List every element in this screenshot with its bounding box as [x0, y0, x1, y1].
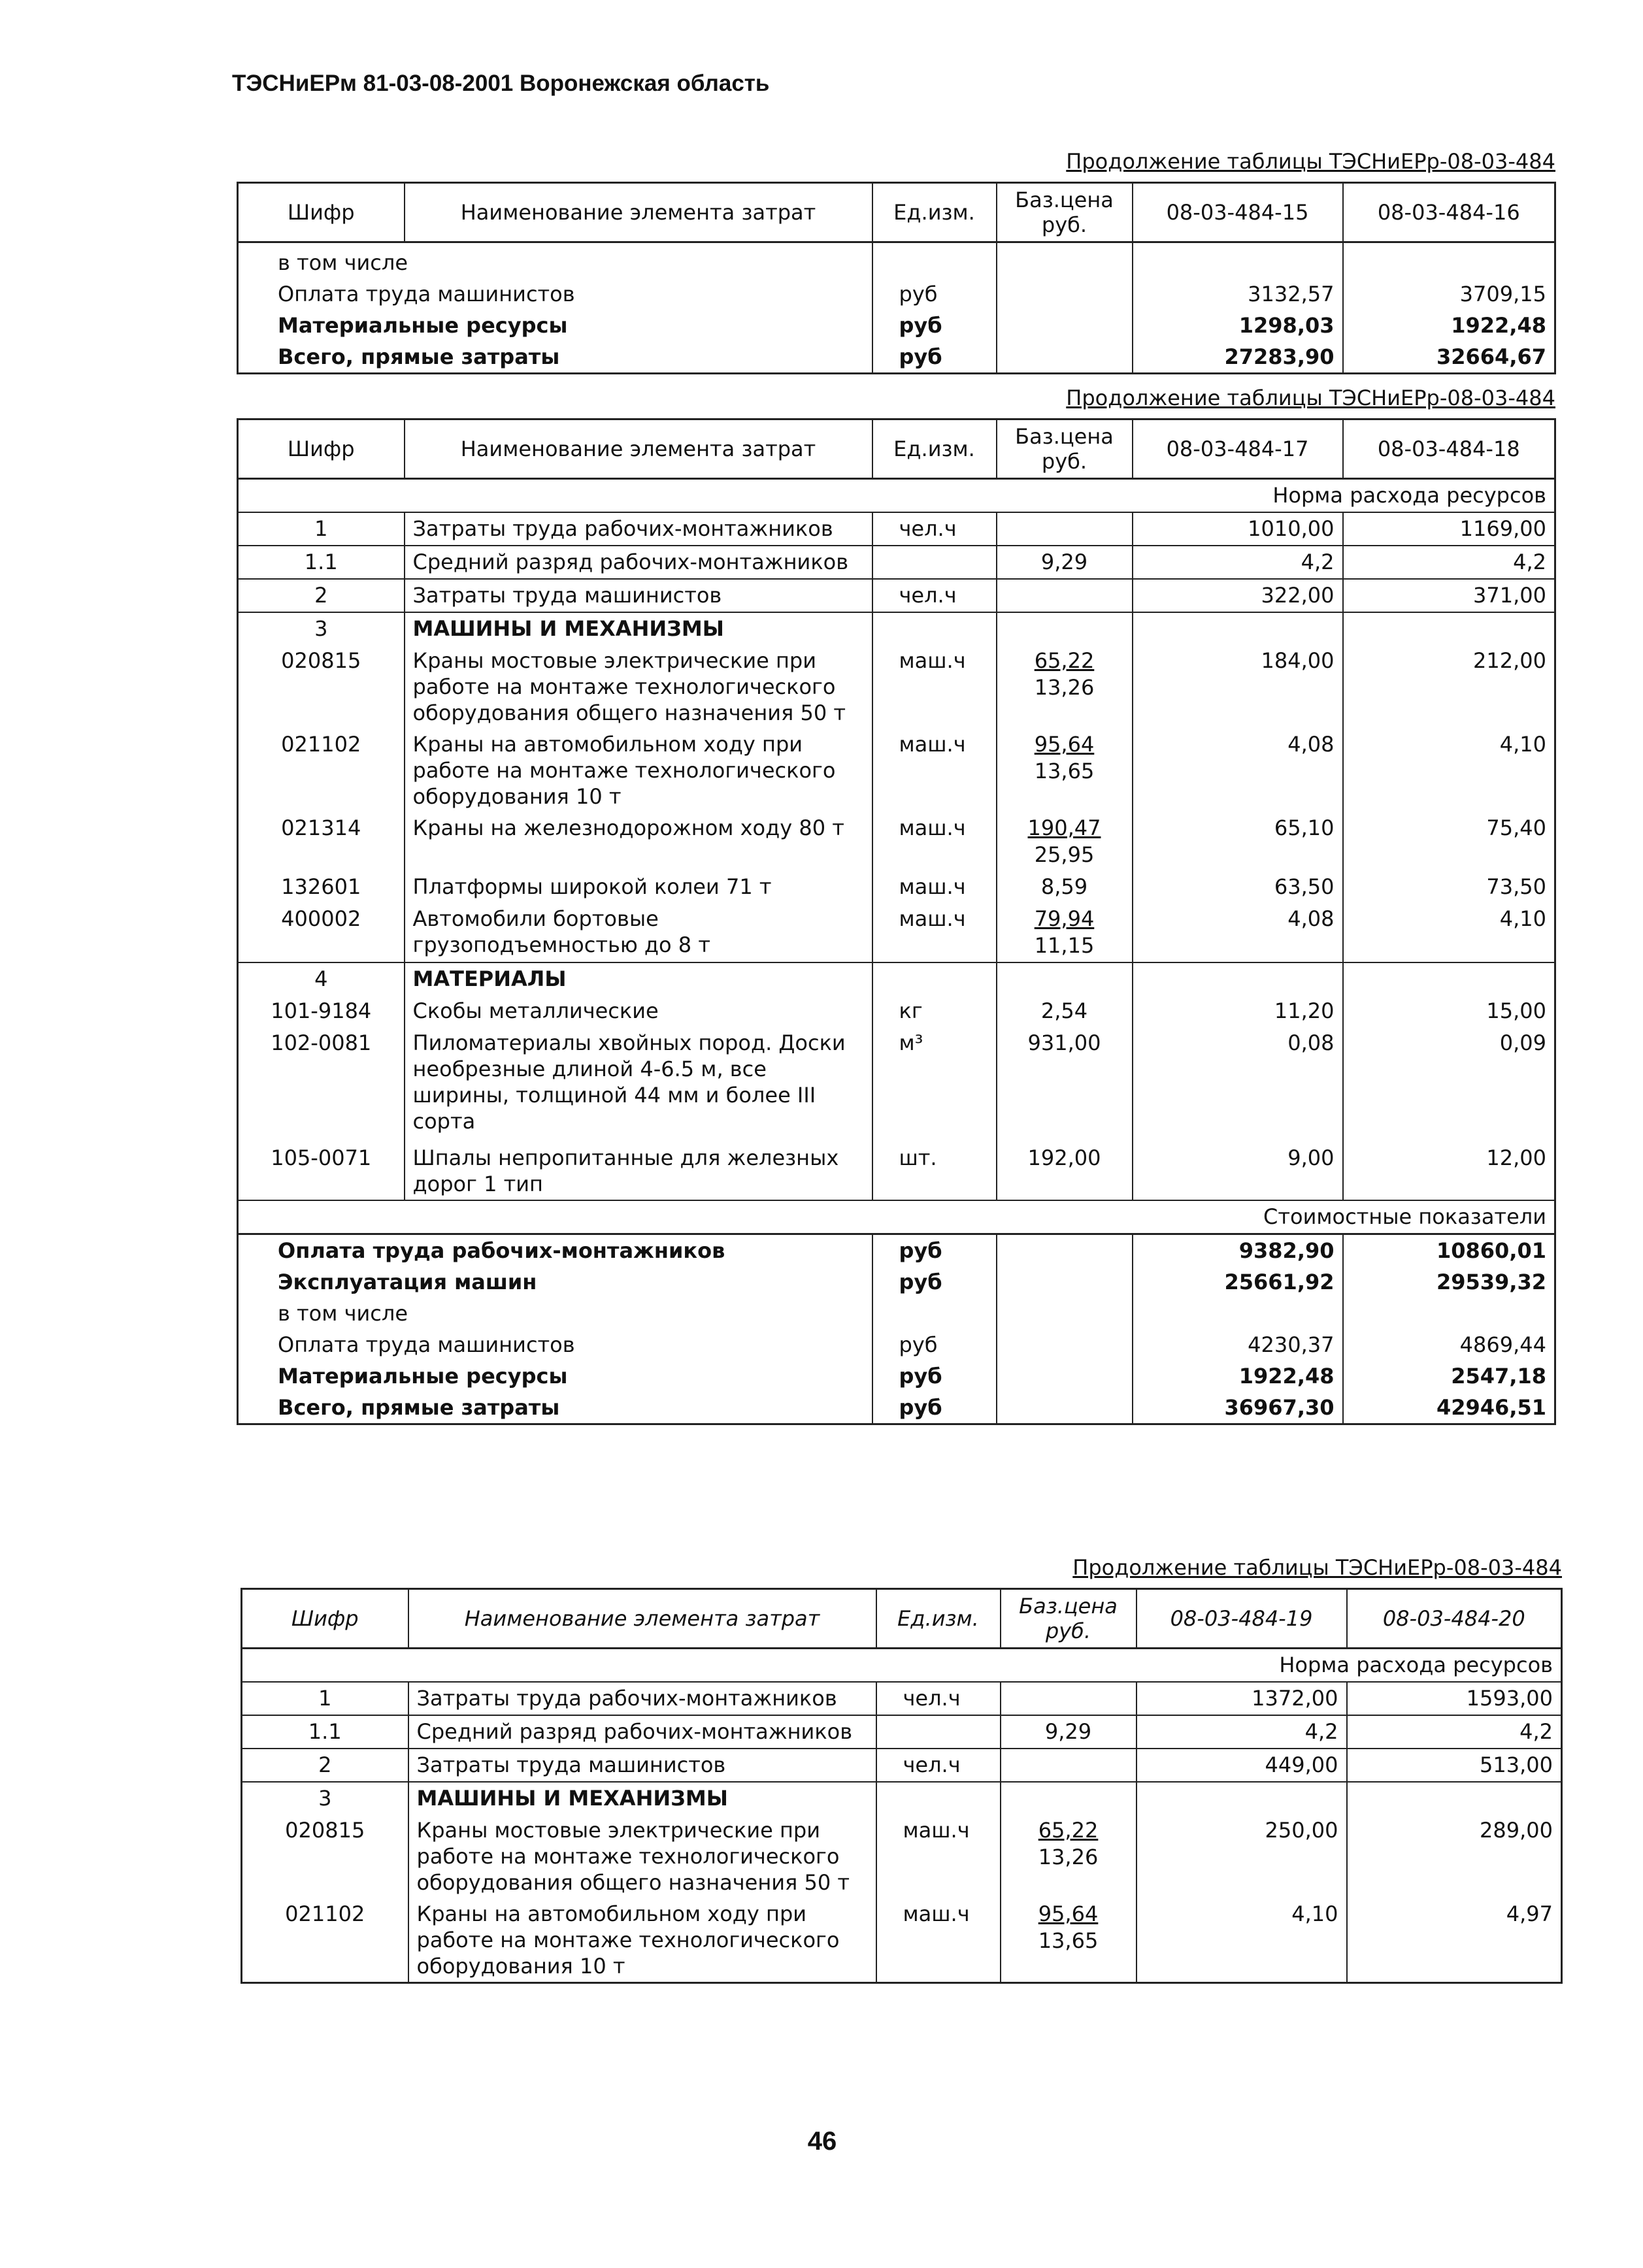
row-price	[997, 995, 1133, 1027]
machinist-wage: 13,26	[1034, 675, 1095, 700]
row-name: Всего, прямые затраты	[238, 1392, 872, 1424]
table-row	[242, 1815, 1562, 1898]
row-price	[997, 729, 1133, 812]
row-name: Шпалы непропитанные для железных дорог 1 тип	[405, 1142, 872, 1200]
page-number: 46	[807, 2127, 837, 2156]
header-price: Баз.цена руб.	[997, 419, 1133, 479]
row-price	[997, 1329, 1133, 1360]
table-row	[242, 1898, 1562, 1983]
table-row	[238, 546, 1555, 579]
row-col-a: 4,08	[1133, 903, 1343, 962]
row-price	[1001, 1782, 1137, 1815]
row-name: Платформы широкой колеи 71 т	[405, 871, 872, 903]
table-row	[238, 579, 1555, 612]
row-col-b: 75,40	[1343, 812, 1555, 871]
row-name: Оплата труда машинистов	[238, 278, 872, 310]
header-unit: Ед.изм.	[876, 1589, 1001, 1649]
base-price: 79,94	[1034, 906, 1095, 931]
row-code: 021102	[238, 729, 405, 812]
row-price	[997, 546, 1133, 579]
row-price	[997, 512, 1133, 546]
row-name: Оплата труда машинистов	[238, 1329, 872, 1360]
base-price: 192,00	[1027, 1145, 1101, 1170]
row-price	[997, 812, 1133, 871]
norm-label-row	[238, 479, 1555, 513]
row-price	[997, 1298, 1133, 1329]
row-unit: руб	[872, 1360, 997, 1392]
table-row	[238, 310, 1555, 341]
row-name: Скобы металлические	[405, 995, 872, 1027]
row-name: Пиломатериалы хвойных пород. Доски необрезные длиной 4-6.5 м, все ширины, толщиной 44 мм и более III сорта	[405, 1027, 872, 1142]
row-code: 102-0081	[238, 1027, 405, 1142]
total-row	[238, 1234, 1555, 1267]
row-col-b: 513,00	[1347, 1749, 1562, 1782]
row-name: Краны на железнодорожном ходу 80 т	[405, 812, 872, 871]
row-name: Краны мостовые электрические при работе на монтаже технологического оборудования общего назначения 50 т	[408, 1815, 876, 1898]
row-col-b: 4,2	[1343, 546, 1555, 579]
row-unit	[872, 242, 997, 279]
row-unit: руб	[872, 310, 997, 341]
row-col-b: 42946,51	[1343, 1392, 1555, 1424]
machinist-wage: 13,26	[1038, 1845, 1099, 1869]
row-price	[997, 612, 1133, 645]
row-col-b: 10860,01	[1343, 1234, 1555, 1267]
row-col-a: 4230,37	[1133, 1329, 1343, 1360]
header-col-a: 08-03-484-17	[1133, 419, 1343, 479]
row-col-a	[1133, 612, 1343, 645]
row-code: 1.1	[242, 1715, 408, 1749]
row-price	[997, 1360, 1133, 1392]
base-price: 931,00	[1027, 1030, 1101, 1055]
row-price	[997, 1266, 1133, 1298]
total-row	[238, 1298, 1555, 1329]
header-col-a: 08-03-484-15	[1133, 183, 1343, 242]
base-price: 9,29	[1040, 550, 1088, 574]
table3	[241, 1588, 1563, 1984]
row-name: Краны на автомобильном ходу при работе на монтаже технологического оборудования 10 т	[405, 729, 872, 812]
row-price	[997, 871, 1133, 903]
row-code: 3	[238, 612, 405, 645]
header-price: Баз.цена руб.	[1001, 1589, 1137, 1649]
row-col-b: 32664,67	[1343, 341, 1555, 374]
row-price	[1001, 1749, 1137, 1782]
base-price: 190,47	[1027, 815, 1101, 840]
row-col-b: 3709,15	[1343, 278, 1555, 310]
row-unit: м³	[872, 1027, 997, 1142]
header-code: Шифр	[242, 1589, 408, 1649]
row-name: Краны на автомобильном ходу при работе на монтаже технологического оборудования 10 т	[408, 1898, 876, 1983]
row-unit: маш.ч	[872, 729, 997, 812]
table-row	[238, 903, 1555, 962]
table-row	[238, 729, 1555, 812]
base-price: 8,59	[1040, 874, 1088, 899]
table1-header-row	[238, 183, 1555, 242]
row-col-b	[1343, 612, 1555, 645]
row-col-a: 4,10	[1137, 1898, 1347, 1983]
row-col-b: 1593,00	[1347, 1682, 1562, 1715]
row-name: в том числе	[238, 242, 872, 279]
row-code: 400002	[238, 903, 405, 962]
row-unit: руб	[872, 341, 997, 374]
table-row	[238, 1027, 1555, 1142]
row-col-b	[1343, 242, 1555, 279]
row-col-a: 4,2	[1137, 1715, 1347, 1749]
row-col-b: 2547,18	[1343, 1360, 1555, 1392]
table-row	[242, 1749, 1562, 1782]
row-name: в том числе	[238, 1298, 872, 1329]
row-col-a: 65,10	[1133, 812, 1343, 871]
row-name: Всего, прямые затраты	[238, 341, 872, 374]
row-name: Средний разряд рабочих-монтажников	[405, 546, 872, 579]
row-code: 132601	[238, 871, 405, 903]
header-col-b: 08-03-484-20	[1347, 1589, 1562, 1649]
table-row	[242, 1782, 1562, 1815]
base-price: 95,64	[1038, 1901, 1099, 1926]
header-name: Наименование элемента затрат	[405, 419, 872, 479]
row-price	[997, 1142, 1133, 1200]
row-unit: руб	[872, 278, 997, 310]
row-unit	[872, 612, 997, 645]
row-price	[1001, 1898, 1137, 1983]
row-price	[997, 903, 1133, 962]
row-col-b: 1169,00	[1343, 512, 1555, 546]
row-unit: маш.ч	[872, 871, 997, 903]
row-price	[997, 1027, 1133, 1142]
row-unit: чел.ч	[876, 1749, 1001, 1782]
row-col-b: 212,00	[1343, 645, 1555, 729]
table-row	[242, 1682, 1562, 1715]
row-code: 021314	[238, 812, 405, 871]
row-col-b: 15,00	[1343, 995, 1555, 1027]
header-col-b: 08-03-484-16	[1343, 183, 1555, 242]
document-title: ТЭСНиЕРм 81-03-08-2001 Воронежская область	[232, 71, 770, 96]
row-code: 3	[242, 1782, 408, 1815]
row-price	[997, 278, 1133, 310]
table-row	[238, 871, 1555, 903]
table-row	[238, 512, 1555, 546]
row-code: 101-9184	[238, 995, 405, 1027]
row-col-a: 250,00	[1137, 1815, 1347, 1898]
row-price	[997, 962, 1133, 995]
table2-continuation: Продолжение таблицы ТЭСНиЕРр-08-03-484	[1066, 386, 1555, 410]
row-unit: маш.ч	[876, 1815, 1001, 1898]
header-name: Наименование элемента затрат	[405, 183, 872, 242]
row-code: 4	[238, 962, 405, 995]
total-row	[238, 1360, 1555, 1392]
row-price	[997, 579, 1133, 612]
row-code: 2	[238, 579, 405, 612]
row-col-a	[1133, 1298, 1343, 1329]
row-col-a: 63,50	[1133, 871, 1343, 903]
row-price	[1001, 1682, 1137, 1715]
row-col-a: 1298,03	[1133, 310, 1343, 341]
row-col-a: 27283,90	[1133, 341, 1343, 374]
row-price	[997, 310, 1133, 341]
row-col-a: 1922,48	[1133, 1360, 1343, 1392]
row-col-b: 4,2	[1347, 1715, 1562, 1749]
row-col-b: 4869,44	[1343, 1329, 1555, 1360]
row-name: МАТЕРИАЛЫ	[405, 962, 872, 995]
header-code: Шифр	[238, 183, 405, 242]
row-code: 2	[242, 1749, 408, 1782]
row-col-a: 36967,30	[1133, 1392, 1343, 1424]
row-col-a: 11,20	[1133, 995, 1343, 1027]
table-row	[238, 242, 1555, 279]
norm-label: Норма расхода ресурсов	[238, 479, 1555, 513]
table-row	[238, 1142, 1555, 1200]
table-row	[238, 612, 1555, 645]
row-col-b: 29539,32	[1343, 1266, 1555, 1298]
row-code: 1	[238, 512, 405, 546]
row-code: 105-0071	[238, 1142, 405, 1200]
row-name: Автомобили бортовые грузоподъемностью до 8 т	[405, 903, 872, 962]
row-unit: руб	[872, 1266, 997, 1298]
row-unit: шт.	[872, 1142, 997, 1200]
row-unit	[872, 1298, 997, 1329]
row-name: Краны мостовые электрические при работе на монтаже технологического оборудования общего назначения 50 т	[405, 645, 872, 729]
row-name: Материальные ресурсы	[238, 1360, 872, 1392]
header-unit: Ед.изм.	[872, 183, 997, 242]
header-price: Баз.цена руб.	[997, 183, 1133, 242]
total-row	[238, 1392, 1555, 1424]
row-unit: маш.ч	[872, 812, 997, 871]
total-row	[238, 1329, 1555, 1360]
row-unit: руб	[872, 1234, 997, 1267]
row-col-a: 4,08	[1133, 729, 1343, 812]
table-row	[242, 1715, 1562, 1749]
base-price: 65,22	[1034, 648, 1095, 673]
row-col-b: 12,00	[1343, 1142, 1555, 1200]
row-col-b	[1343, 962, 1555, 995]
machinist-wage: 11,15	[1034, 933, 1095, 958]
row-col-a: 449,00	[1137, 1749, 1347, 1782]
table2-header-row	[238, 419, 1555, 479]
base-price: 9,29	[1044, 1719, 1092, 1744]
row-price	[997, 645, 1133, 729]
row-unit: маш.ч	[876, 1898, 1001, 1983]
row-unit	[876, 1782, 1001, 1815]
row-col-a: 9382,90	[1133, 1234, 1343, 1267]
row-col-a	[1133, 962, 1343, 995]
row-price	[997, 242, 1133, 279]
row-col-b: 1922,48	[1343, 310, 1555, 341]
header-unit: Ед.изм.	[872, 419, 997, 479]
row-col-a: 0,08	[1133, 1027, 1343, 1142]
row-unit: чел.ч	[872, 512, 997, 546]
total-row	[238, 1266, 1555, 1298]
row-col-a: 322,00	[1133, 579, 1343, 612]
table3-continuation: Продолжение таблицы ТЭСНиЕРр-08-03-484	[1072, 1555, 1562, 1580]
machinist-wage: 13,65	[1034, 759, 1095, 783]
row-name: Затраты труда рабочих-монтажников	[405, 512, 872, 546]
row-col-a	[1137, 1782, 1347, 1815]
row-name: Затраты труда рабочих-монтажников	[408, 1682, 876, 1715]
norm-label-row	[242, 1649, 1562, 1683]
row-col-b: 4,10	[1343, 729, 1555, 812]
row-unit: кг	[872, 995, 997, 1027]
row-name: Эксплуатация машин	[238, 1266, 872, 1298]
base-price: 2,54	[1040, 998, 1088, 1023]
row-name: Затраты труда машинистов	[408, 1749, 876, 1782]
row-col-b	[1343, 1298, 1555, 1329]
row-unit	[872, 962, 997, 995]
row-code: 020815	[238, 645, 405, 729]
row-col-b: 4,10	[1343, 903, 1555, 962]
row-price	[997, 1392, 1133, 1424]
row-price	[1001, 1815, 1137, 1898]
row-name: Материальные ресурсы	[238, 310, 872, 341]
row-col-a: 4,2	[1133, 546, 1343, 579]
machinist-wage: 13,65	[1038, 1928, 1099, 1953]
row-col-b: 0,09	[1343, 1027, 1555, 1142]
row-unit: чел.ч	[872, 579, 997, 612]
row-col-b: 4,97	[1347, 1898, 1562, 1983]
base-price: 65,22	[1038, 1818, 1099, 1843]
row-col-a	[1133, 242, 1343, 279]
table-row	[238, 995, 1555, 1027]
table2	[237, 418, 1556, 1425]
header-code: Шифр	[238, 419, 405, 479]
row-col-b: 371,00	[1343, 579, 1555, 612]
header-col-a: 08-03-484-19	[1137, 1589, 1347, 1649]
header-col-b: 08-03-484-18	[1343, 419, 1555, 479]
row-code: 020815	[242, 1815, 408, 1898]
table3-header-row	[242, 1589, 1562, 1649]
row-name: Оплата труда рабочих-монтажников	[238, 1234, 872, 1267]
row-col-a: 1372,00	[1137, 1682, 1347, 1715]
row-price	[997, 1234, 1133, 1267]
row-col-a: 1010,00	[1133, 512, 1343, 546]
table-row	[238, 645, 1555, 729]
row-col-b	[1347, 1782, 1562, 1815]
row-col-a: 184,00	[1133, 645, 1343, 729]
row-unit: руб	[872, 1392, 997, 1424]
table1-continuation: Продолжение таблицы ТЭСНиЕРр-08-03-484	[1066, 149, 1555, 174]
row-unit: руб	[872, 1329, 997, 1360]
row-unit	[876, 1715, 1001, 1749]
cost-label-row	[238, 1200, 1555, 1234]
table-row	[238, 962, 1555, 995]
row-col-b: 289,00	[1347, 1815, 1562, 1898]
row-col-b: 73,50	[1343, 871, 1555, 903]
row-code: 1.1	[238, 546, 405, 579]
row-name: МАШИНЫ И МЕХАНИЗМЫ	[408, 1782, 876, 1815]
row-unit: чел.ч	[876, 1682, 1001, 1715]
row-price	[997, 341, 1133, 374]
row-col-a: 25661,92	[1133, 1266, 1343, 1298]
row-col-a: 9,00	[1133, 1142, 1343, 1200]
table-row	[238, 278, 1555, 310]
cost-label: Стоимостные показатели	[238, 1200, 1555, 1234]
row-name: Средний разряд рабочих-монтажников	[408, 1715, 876, 1749]
row-unit: маш.ч	[872, 645, 997, 729]
row-unit	[872, 546, 997, 579]
row-name: Затраты труда машинистов	[405, 579, 872, 612]
row-unit: маш.ч	[872, 903, 997, 962]
norm-label: Норма расхода ресурсов	[242, 1649, 1562, 1683]
table1	[237, 182, 1556, 374]
row-price	[1001, 1715, 1137, 1749]
row-name: МАШИНЫ И МЕХАНИЗМЫ	[405, 612, 872, 645]
table-row	[238, 812, 1555, 871]
table-row	[238, 341, 1555, 374]
row-col-a: 3132,57	[1133, 278, 1343, 310]
row-code: 021102	[242, 1898, 408, 1983]
row-code: 1	[242, 1682, 408, 1715]
machinist-wage: 25,95	[1034, 842, 1095, 867]
base-price: 95,64	[1034, 732, 1095, 757]
header-name: Наименование элемента затрат	[408, 1589, 876, 1649]
